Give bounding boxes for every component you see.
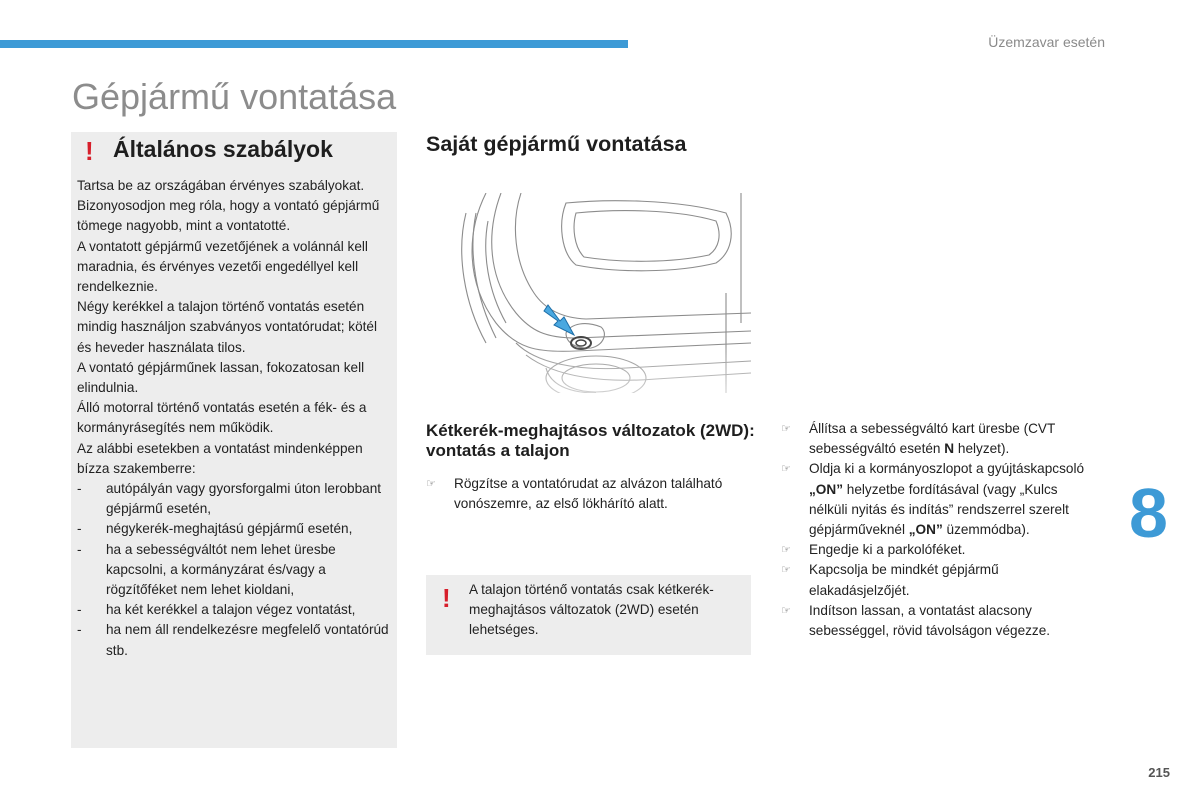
warning-note-text: A talajon történő vontatás csak kétkerék-meghajtásos változatok (2WD) esetén lehetséges. [469,582,714,638]
list-item-text: Oldja ki a kormányoszlopot a gyújtáskapcsoló [809,461,1085,477]
list-item-text: ha két kerékkel a talajon végez vontatást, [106,602,356,618]
dash-marker: - [77,521,82,537]
rule-paragraph: A vontató gépjárműnek lassan, fokozatosan kell elindulnia. [77,359,365,396]
rule-paragraph: Az alábbi esetekben a vontatást mindenképpen bízza szakemberre: [77,440,363,476]
list-item [77,620,389,660]
list-item-text: helyzetbe fordításával (vagy „Kulcs nélküli nyitás és indítás” rendszerrel szerelt gépjárműveknél [809,481,1069,538]
page-title: Gépjármű vontatása [72,76,397,117]
list-item [77,519,389,539]
hand-pointer-icon: ☞ [781,544,791,557]
list-item [781,540,1091,560]
list-item-text: helyzet). [954,441,1010,457]
dash-marker: - [77,622,82,638]
page-number: 215 [1148,765,1170,780]
list-item-text: Indítson lassan, a vontatást alacsony sebességgel, rövid távolságon végezze. [809,602,1051,639]
running-header: Üzemzavar esetén [988,34,1105,50]
list-item-text: autópályán vagy gyorsforgalmi úton lerobbant gépjármű esetén, [106,481,382,517]
towing-steps-list [781,419,1091,641]
header-accent-bar [0,40,628,48]
general-rules-header [71,132,397,168]
dash-marker: - [77,481,82,497]
list-item [426,474,726,514]
list-item-text: ha a sebességváltót nem lehet üresbe kapcsolni, a kormányzárat és/vagy a rögzítőféket nem lehet kioldani, [106,541,336,598]
list-item-text: négykerék-meghajtású gépjármű esetén, [106,521,353,537]
list-item [781,419,1091,459]
hand-pointer-icon: ☞ [781,423,791,435]
ignition-mode-label: „ON” [908,522,943,538]
list-item [781,560,1091,600]
warning-note-box [426,575,751,655]
rule-paragraph: Álló motorral történő vontatás esetén a fék- és a kormányrásegítés nem működik. [77,400,367,436]
rule-paragraph: Tartsa be az országában érvényes szabályokat. [77,178,365,193]
general-rules-box [71,132,397,748]
ignition-position-label: „ON” [809,481,843,497]
subsection-title-2wd: Kétkerék-meghajtásos változatok (2WD): vontatás a talajon [426,421,755,460]
list-item-text: Állítsa a sebességváltó kart üresbe (CVT sebességváltó esetén [809,421,1056,457]
professional-cases-list [77,479,389,661]
section-title: Saját gépjármű vontatása [426,132,687,156]
list-item-text: Engedje ki a parkolóféket. [809,542,966,558]
dash-marker: - [77,602,82,618]
hand-pointer-icon: ☞ [781,463,791,476]
hand-pointer-icon: ☞ [781,564,791,577]
general-rules-title: Általános szabályok [113,136,333,162]
warning-exclamation-icon: ! [85,136,94,166]
list-item-text: Rögzítse a vontatórudat az alvázon található vonószemre, az első lökhárító alatt. [454,476,723,512]
rule-paragraph: A vontatott gépjármű vezetőjének a volánnál kell maradnia, és érvényes vezetői engedéllyel kell rendelkeznie. [77,238,368,295]
list-item-text: üzemmódba). [942,522,1030,538]
hand-pointer-icon: ☞ [426,478,436,490]
chapter-number: 8 [1129,474,1168,552]
rule-paragraph: Négy kerékkel a talajon történő vontatás esetén mindig használjon szabványos vontatórudat; kötél és heveder használata tilos. [77,299,377,355]
hand-pointer-icon: ☞ [781,604,791,617]
rule-paragraph: Bizonyosodjon meg róla, hogy a vontató gépjármű tömege nagyobb, mint a vontatotté. [77,198,380,234]
warning-exclamation-icon: ! [442,583,451,613]
list-item [77,479,389,519]
general-rules-body [77,176,389,661]
list-item [77,600,389,620]
towing-eye-illustration [426,193,751,393]
2wd-steps-list [426,474,726,514]
list-item [77,540,389,601]
list-item [781,459,1091,540]
list-item-text: ha nem áll rendelkezésre megfelelő vontatórúd stb. [106,622,389,658]
gear-position-label: N [944,441,955,457]
list-item-text: Kapcsolja be mindkét gépjármű elakadásjelzőjét. [809,562,999,598]
dash-marker: - [77,541,82,557]
list-item [781,601,1091,641]
